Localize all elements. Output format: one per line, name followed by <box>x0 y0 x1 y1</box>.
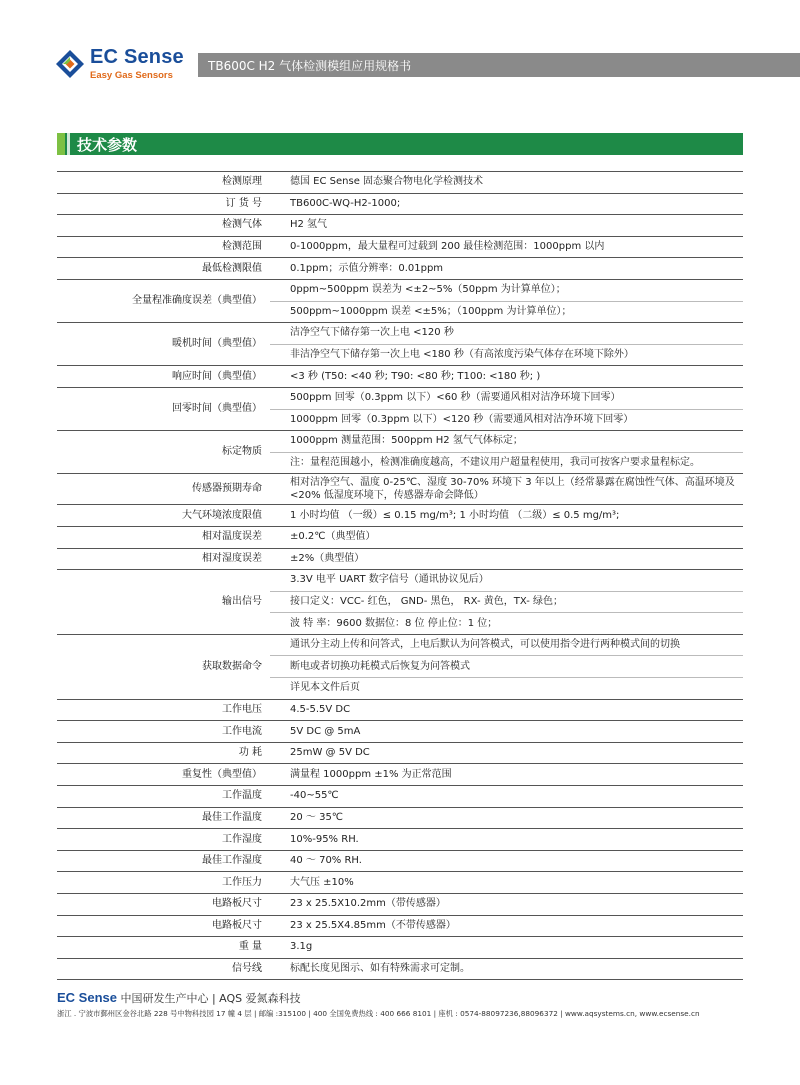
spec-value: 3.1g <box>270 937 743 959</box>
table-row <box>57 786 743 808</box>
table-row <box>57 526 743 548</box>
table-row <box>57 193 743 215</box>
spec-key: 工作湿度 <box>57 829 270 851</box>
table-row <box>57 807 743 829</box>
spec-value: 非洁净空气下储存第一次上电 <180 秒（有高浓度污染气体存在环境下除外） <box>270 344 743 366</box>
table-row <box>57 634 743 656</box>
spec-key: 检测气体 <box>57 215 270 237</box>
spec-key: 功 耗 <box>57 742 270 764</box>
footer-contact-line: 浙江 . 宁波市鄞州区金谷北路 228 号中物科技园 17 幢 4 层 | 邮编 :315100 | 400 全国免费热线 : 400 666 8101 | 座机 : 0574-88097236,88096372 | www.aqsystems.cn, www.ecsense.cn <box>57 1009 700 1018</box>
spec-key: 全量程准确度误差（典型值） <box>57 279 270 322</box>
section-heading-bar <box>57 133 743 155</box>
spec-value: 1000ppm 回零（0.3ppm 以下）<120 秒（需要通风相对洁净环境下回零） <box>270 409 743 431</box>
spec-value: 3.3V 电平 UART 数字信号（通讯协议见后） <box>270 570 743 592</box>
spec-key: 响应时间（典型值） <box>57 366 270 388</box>
table-row <box>57 215 743 237</box>
spec-value: 断电或者切换功耗模式后恢复为问答模式 <box>270 656 743 678</box>
spec-key: 输出信号 <box>57 570 270 635</box>
spec-value: 20 ～ 35℃ <box>270 807 743 829</box>
table-row <box>57 829 743 851</box>
spec-key: 标定物质 <box>57 431 270 474</box>
spec-value: 25mW @ 5V DC <box>270 742 743 764</box>
spec-key: 工作压力 <box>57 872 270 894</box>
page-footer <box>57 990 757 1019</box>
spec-value: 0ppm~500ppm 误差为 <±2~5%（50ppm 为计算单位）； <box>270 279 743 301</box>
spec-key: 最低检测限值 <box>57 258 270 280</box>
spec-key: 相对温度误差 <box>57 526 270 548</box>
footer-org-text: 中国研发生产中心 | AQS 爱氮森科技 <box>116 992 301 1005</box>
header-title-bar <box>198 53 800 77</box>
table-row <box>57 258 743 280</box>
spec-value: H2 氢气 <box>270 215 743 237</box>
spec-value: 接口定义：VCC- 红色， GND- 黑色， RX- 黄色，TX- 绿色； <box>270 591 743 613</box>
footer-org-line <box>57 990 757 1006</box>
ec-sense-logo <box>54 48 204 82</box>
spec-value: 0.1ppm；示值分辨率：0.01ppm <box>270 258 743 280</box>
spec-value: 500ppm~1000ppm 误差 <±5%；（100ppm 为计算单位）； <box>270 301 743 323</box>
table-row <box>57 937 743 959</box>
table-row <box>57 721 743 743</box>
footer-brand: EC Sense <box>57 990 117 1005</box>
spec-value: ±0.2℃（典型值） <box>270 526 743 548</box>
spec-value: 5V DC @ 5mA <box>270 721 743 743</box>
table-row <box>57 548 743 570</box>
table-row <box>57 323 743 345</box>
table-row <box>57 236 743 258</box>
table-row <box>57 505 743 527</box>
spec-key: 最佳工作温度 <box>57 807 270 829</box>
spec-value: 波 特 率：9600 数据位：8 位 停止位：1 位； <box>270 613 743 635</box>
spec-value: 0-1000ppm，最大量程可过载到 200 最佳检测范围：1000ppm 以内 <box>270 236 743 258</box>
spec-key: 获取数据命令 <box>57 634 270 699</box>
spec-value: 23 x 25.5X4.85mm（不带传感器） <box>270 915 743 937</box>
spec-value: <3 秒 (T50: <40 秒; T90: <80 秒; T100: <180 秒; ) <box>270 366 743 388</box>
spec-key: 订 货 号 <box>57 193 270 215</box>
spec-value: -40~55℃ <box>270 786 743 808</box>
table-row <box>57 387 743 409</box>
section-accent-stripe <box>67 133 70 155</box>
spec-key: 检测范围 <box>57 236 270 258</box>
spec-key: 传感器预期寿命 <box>57 474 270 505</box>
page-header <box>0 40 800 80</box>
spec-value: 23 x 25.5X10.2mm（带传感器） <box>270 894 743 916</box>
table-row <box>57 894 743 916</box>
table-row <box>57 850 743 872</box>
table-row <box>57 279 743 301</box>
spec-value: 满量程 1000ppm ±1% 为正常范围 <box>270 764 743 786</box>
section-title: 技术参数 <box>77 136 138 154</box>
table-row <box>57 915 743 937</box>
spec-key: 大气环境浓度限值 <box>57 505 270 527</box>
spec-key: 重复性（典型值） <box>57 764 270 786</box>
spec-table <box>57 171 743 980</box>
spec-value: 注：量程范围越小，检测准确度越高，不建议用户超量程使用，我司可按客户要求量程标定。 <box>270 452 743 474</box>
spec-key: 工作电压 <box>57 699 270 721</box>
table-row <box>57 474 743 505</box>
logo-tagline: Easy Gas Sensors <box>90 70 173 81</box>
logo-brand-text: EC Sense <box>90 46 184 68</box>
spec-value: 标配长度见图示、如有特殊需求可定制。 <box>270 958 743 980</box>
spec-value: 1 小时均值 （一级）≤ 0.15 mg/m³; 1 小时均值 （二级）≤ 0.5 mg/m³; <box>270 505 743 527</box>
table-row <box>57 699 743 721</box>
spec-value: TB600C-WQ-H2-1000; <box>270 193 743 215</box>
table-row <box>57 366 743 388</box>
spec-value: 详见本文件后页 <box>270 678 743 700</box>
spec-value: 4.5-5.5V DC <box>270 699 743 721</box>
spec-value: 1000ppm 测量范围：500ppm H2 氢气气体标定； <box>270 431 743 453</box>
spec-key: 工作电流 <box>57 721 270 743</box>
spec-value: 大气压 ±10% <box>270 872 743 894</box>
spec-key: 暖机时间（典型值） <box>57 323 270 366</box>
table-row <box>57 872 743 894</box>
table-row <box>57 958 743 980</box>
spec-key: 工作温度 <box>57 786 270 808</box>
spec-value: 相对洁净空气、温度 0-25℃、湿度 30-70% 环境下 3 年以上（经常暴露在腐蚀性气体、高温环境及 <20% 低湿度环境下，传感器寿命会降低） <box>270 474 743 505</box>
spec-key: 检测原理 <box>57 172 270 194</box>
spec-key: 电路板尺寸 <box>57 915 270 937</box>
logo-diamond-icon <box>54 48 86 80</box>
spec-value: 通讯分主动上传和问答式，上电后默认为问答模式，可以使用指令进行两种模式间的切换 <box>270 634 743 656</box>
spec-value: 40 ～ 70% RH. <box>270 850 743 872</box>
spec-key: 回零时间（典型值） <box>57 387 270 430</box>
table-row <box>57 431 743 453</box>
spec-value: 德国 EC Sense 固态聚合物电化学检测技术 <box>270 172 743 194</box>
spec-value: 洁净空气下储存第一次上电 <120 秒 <box>270 323 743 345</box>
spec-key: 相对湿度误差 <box>57 548 270 570</box>
table-row <box>57 570 743 592</box>
spec-key: 信号线 <box>57 958 270 980</box>
spec-key: 最佳工作湿度 <box>57 850 270 872</box>
table-row <box>57 764 743 786</box>
document-title: TB600C H2 气体检测模组应用规格书 <box>208 59 412 73</box>
table-row <box>57 172 743 194</box>
spec-value: 500ppm 回零（0.3ppm 以下）<60 秒（需要通风相对洁净环境下回零） <box>270 387 743 409</box>
table-row <box>57 742 743 764</box>
spec-value: 10%-95% RH. <box>270 829 743 851</box>
spec-key: 重 量 <box>57 937 270 959</box>
spec-value: ±2%（典型值） <box>270 548 743 570</box>
section-accent <box>57 133 65 155</box>
spec-key: 电路板尺寸 <box>57 894 270 916</box>
